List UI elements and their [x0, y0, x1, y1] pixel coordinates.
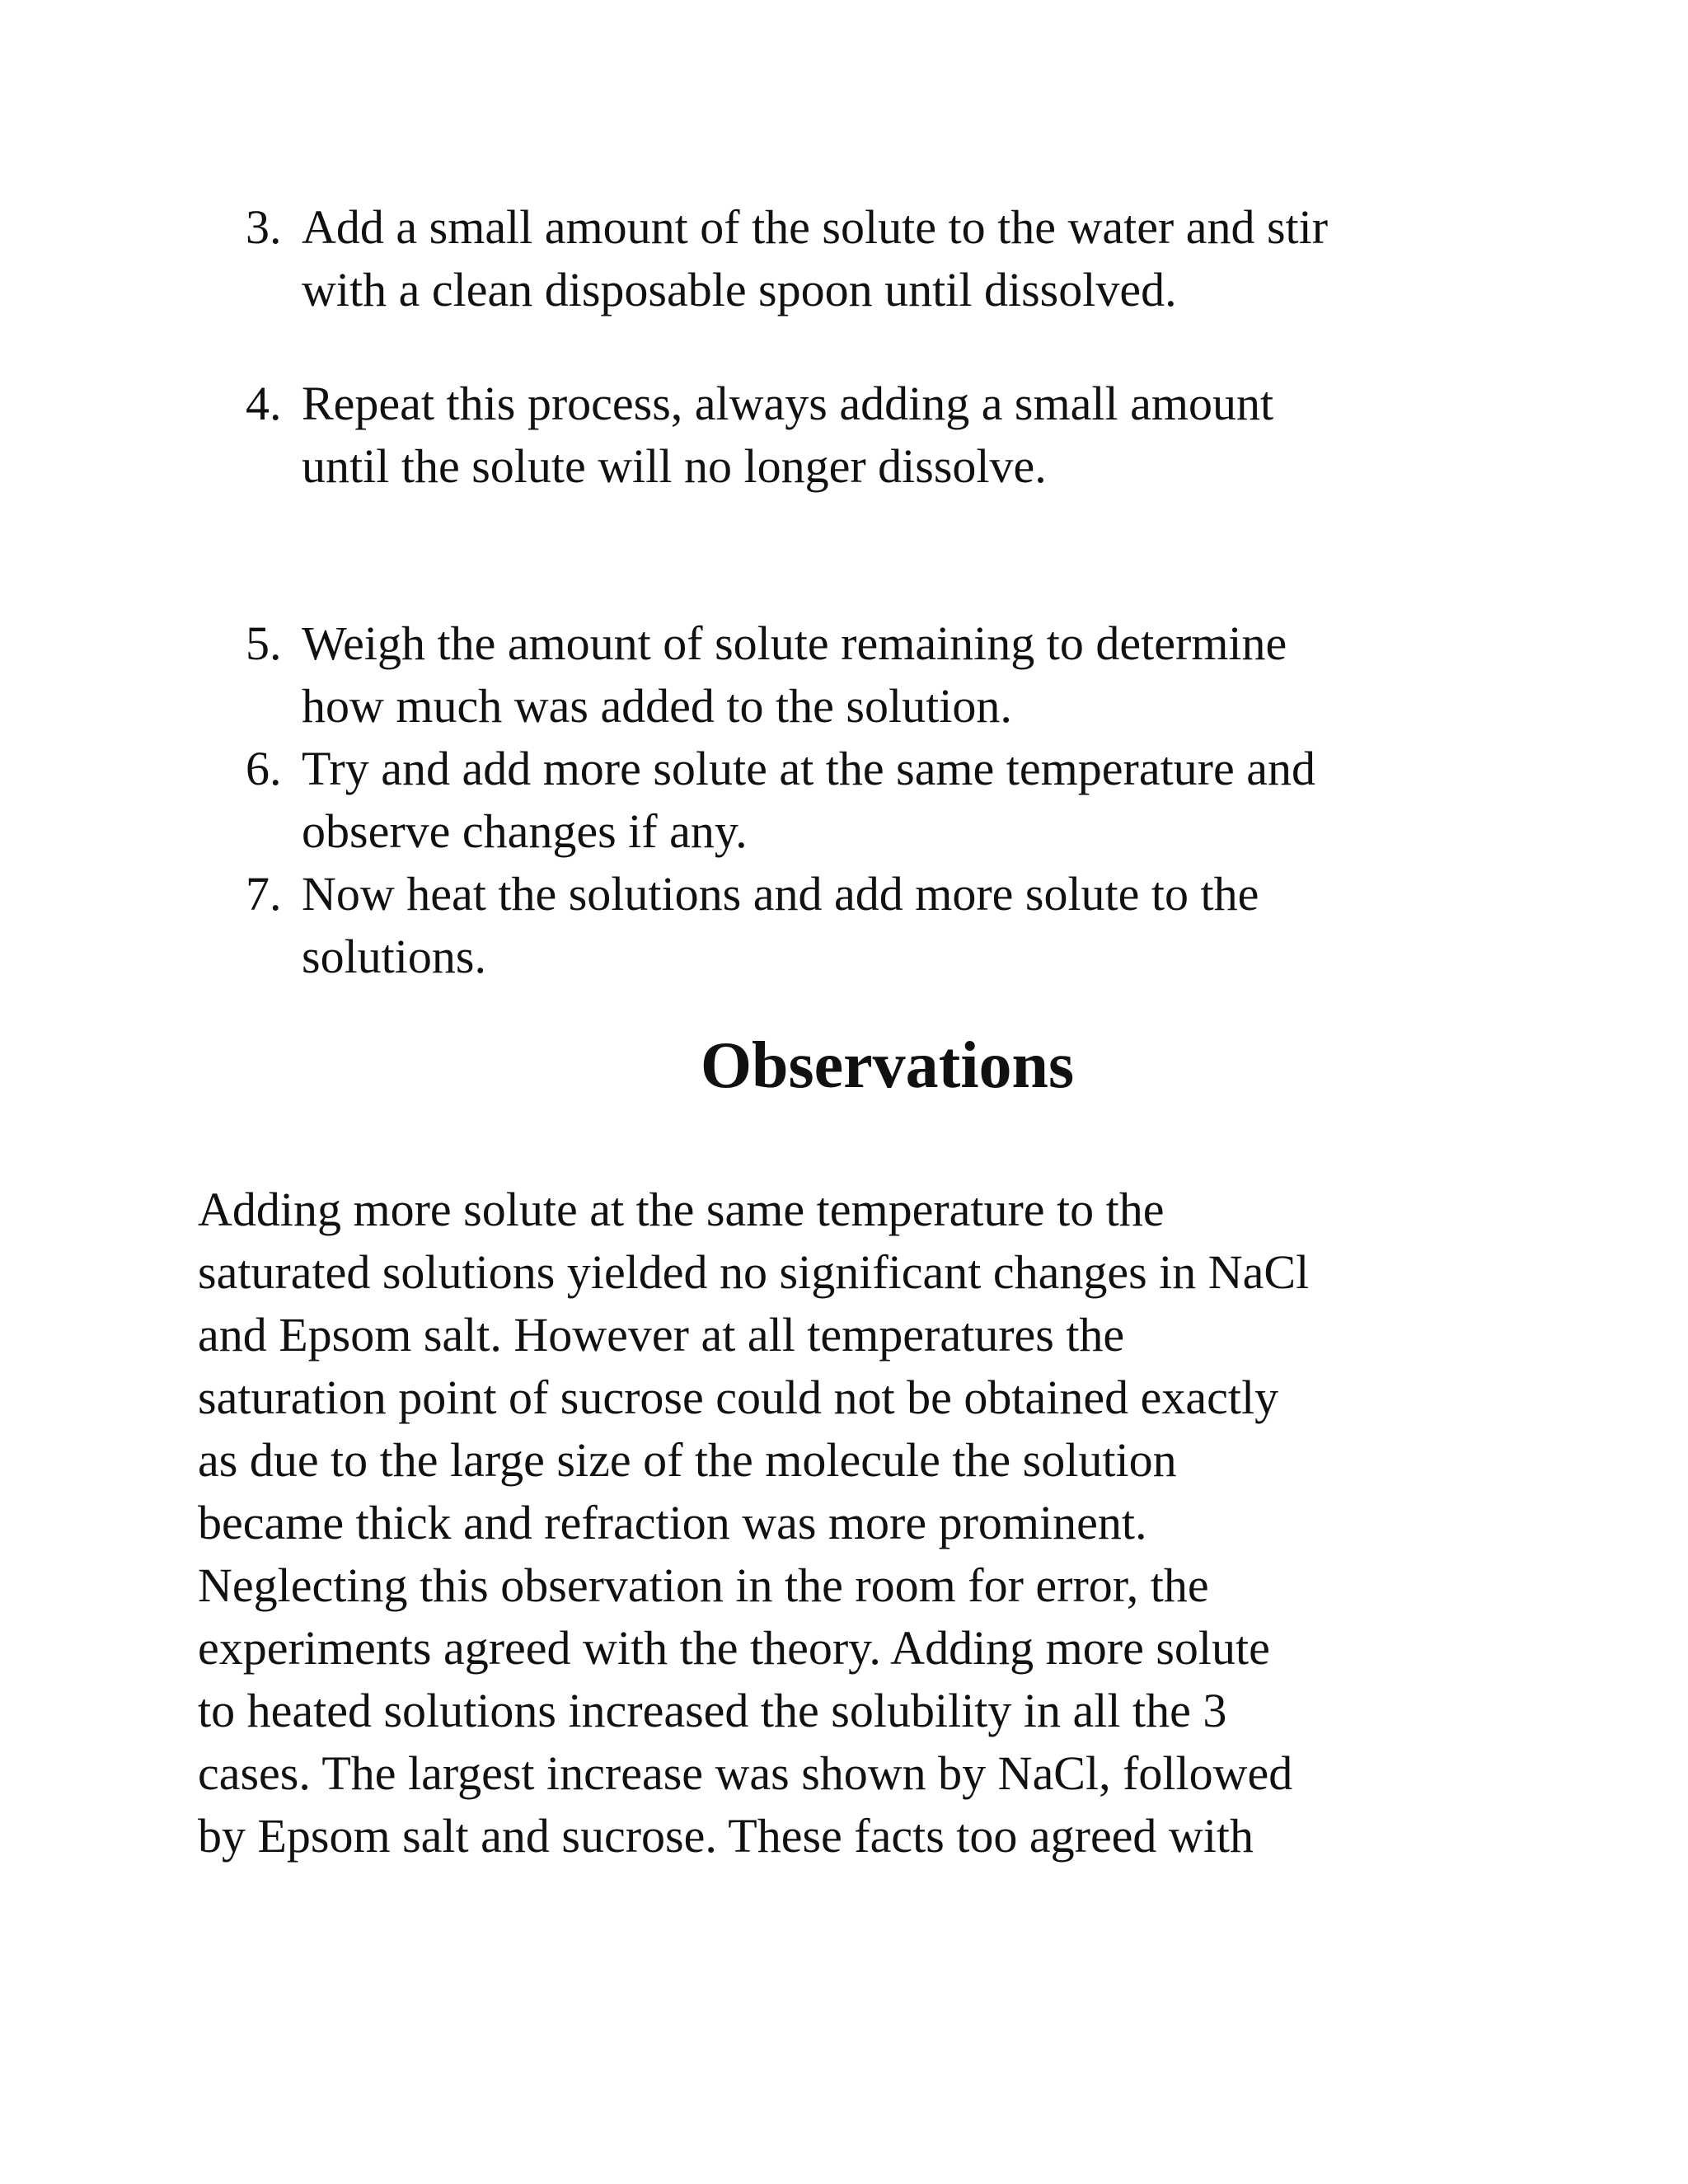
- step-number: 5.: [246, 616, 282, 670]
- observations-heading: Observations: [700, 1029, 1075, 1102]
- observations-paragraph: Adding more solute at the same temperature to the saturated solutions yielded no significant changes in NaCl and Epsom salt. However at all temperatures the saturation point of sucrose could not be obtained exactly as due to the large size of the molecule the solution became thick and refraction was more prominent. Neglecting this observation in the room for error, the experiments agreed with the theory. Adding more solute to heated solutions increased the solubility in all the 3 cases. The largest increase was shown by NaCl, followed by Epsom salt and sucrose. These facts too agreed with: [198, 1183, 1310, 1863]
- procedure-step-5: [246, 612, 1531, 738]
- step-text: Now heat the solutions and add more solute to the solutions.: [302, 867, 1259, 983]
- procedure-step-4: [246, 373, 1531, 498]
- step-number: 4.: [246, 377, 282, 430]
- step-number: 7.: [246, 867, 282, 921]
- step-text: Add a small amount of the solute to the water and stir with a clean disposable spoon until dissolved.: [302, 200, 1329, 316]
- procedure-step-7: [246, 863, 1531, 988]
- procedure-step-3: [246, 196, 1531, 321]
- step-number: 3.: [246, 200, 282, 254]
- procedure-step-6: [246, 738, 1531, 863]
- step-text: Repeat this process, always adding a small amount until the solute will no longer dissolve.: [302, 377, 1274, 493]
- procedure-steps-list: [246, 196, 1531, 988]
- step-text: Try and add more solute at the same temperature and observe changes if any.: [302, 742, 1315, 858]
- step-number: 6.: [246, 742, 282, 795]
- step-text: Weigh the amount of solute remaining to determine how much was added to the solution.: [302, 616, 1287, 733]
